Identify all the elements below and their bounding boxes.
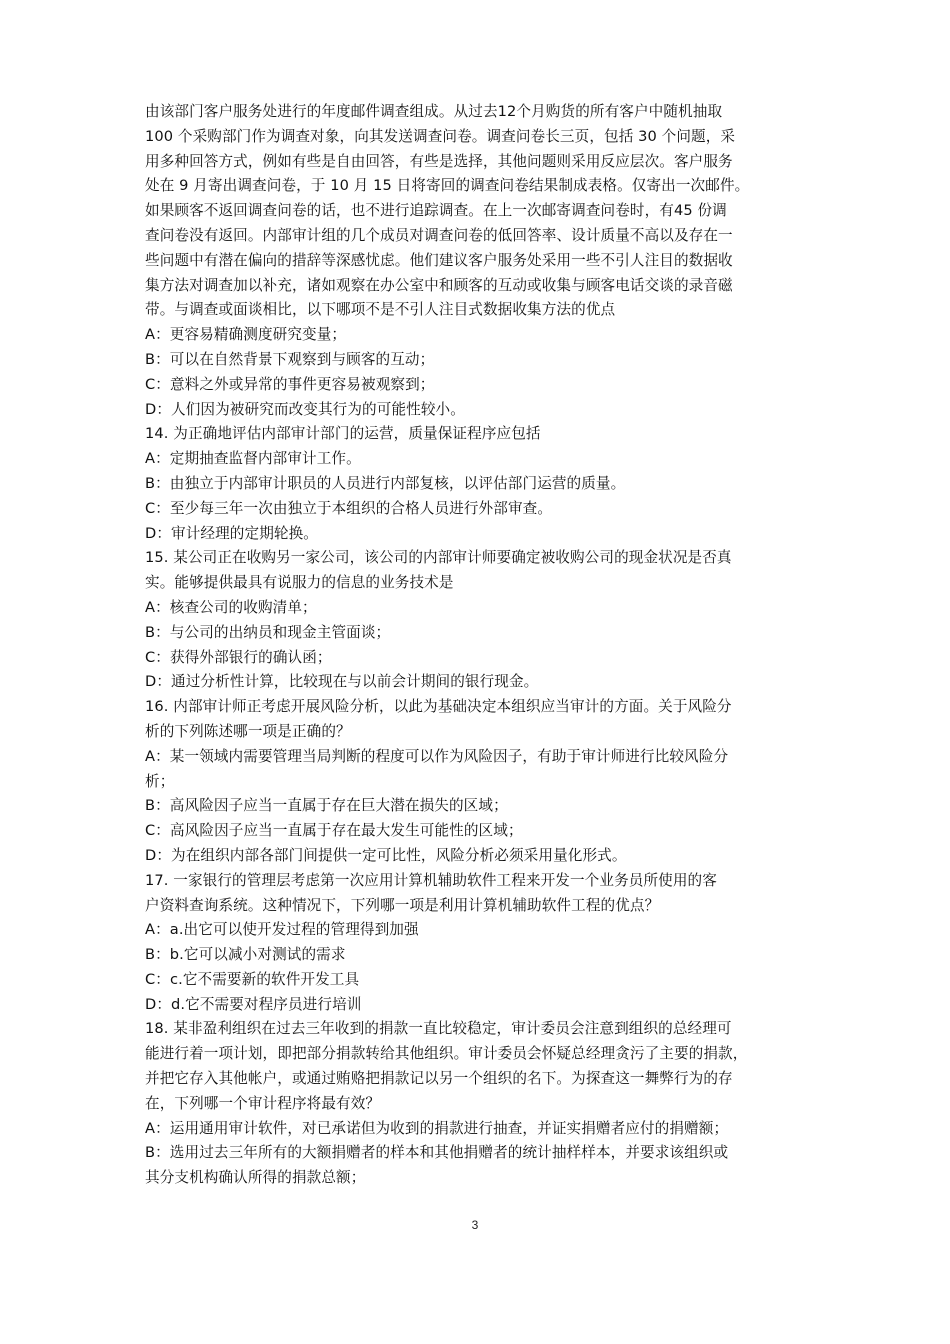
option-c: C：c.它不需要新的软件开发工具 [145,970,360,988]
question-16: 16. 内部审计师正考虑开展风险分析，以此为基础决定本组织应当审计的方面。关于风险分 [145,698,732,716]
option-d: D：通过分析性计算，比较现在与以前会计期间的银行现金。 [145,673,539,691]
option-a: A：某一领域内需要管理当局判断的程度可以作为风险因子，有助于审计师进行比较风险分 [145,747,729,765]
option-b: B：可以在自然背景下观察到与顾客的互动； [145,350,435,368]
option-c: C：至少每三年一次由独立于本组织的合格人员进行外部审查。 [145,499,553,517]
text-line: 析的下列陈述哪一项是正确的？ [145,722,351,740]
text-line: 查问卷没有返回。内部审计组的几个成员对调查问卷的低回答率、设计质量不高以及存在一 [145,226,733,244]
option-b: B：b.它可以减小对测试的需求 [145,946,346,964]
option-b: B：由独立于内部审计职员的人员进行内部复核，以评估部门运营的质量。 [145,474,626,492]
question-18: 18. 某非盈利组织在过去三年收到的捐款一直比较稳定，审计委员会注意到组织的总经理可 [145,1020,732,1038]
option-b: B：选用过去三年所有的大额捐赠者的样本和其他捐赠者的统计抽样样本，并要求该组织或 [145,1144,729,1162]
question-14: 14. 为正确地评估内部审计部门的运营，质量保证程序应包括 [145,425,541,443]
page-number: 3 [471,1218,479,1232]
question-stem: 带。与调查或面谈相比，以下哪项不是不引人注目式数据收集方法的优点 [145,301,616,319]
text-line: 用多种回答方式，例如有些是自由回答，有些是选择，其他问题则采用反应层次。客户服务 [145,152,733,170]
text-line: 些问题中有潜在偏向的措辞等深感忧虑。他们建议客户服务处采用一些不引人注目的数据收 [145,251,733,269]
text-line: 其分支机构确认所得的捐款总额； [145,1169,366,1187]
text-line: 户资料查询系统。这种情况下，下列哪一项是利用计算机辅助软件工程的优点？ [145,896,660,914]
option-d: D：为在组织内部各部门间提供一定可比性，风险分析必须采用量化形式。 [145,846,627,864]
text-line: 处在 9 月寄出调查问卷，于 10 月 15 日将寄回的调查问卷结果制成表格。仅寄出一次邮件。 [145,177,750,195]
text-line: 并把它存入其他帐户，或通过贿赂把捐款记以另一个组织的名下。为探查这一舞弊行为的存 [145,1070,733,1088]
text-line: 实。能够提供最具有说服力的信息的业务技术是 [145,574,454,592]
option-a: A：定期抽查监督内部审计工作。 [145,450,361,468]
option-c: C：意料之外或异常的事件更容易被观察到； [145,375,435,393]
option-a: A：a.出它可以使开发过程的管理得到加强 [145,921,419,939]
option-d: D：人们因为被研究而改变其行为的可能性较小。 [145,400,465,418]
option-b: B：高风险因子应当一直属于存在巨大潜在损失的区域； [145,797,508,815]
option-c: C：高风险因子应当一直属于存在最大发生可能性的区域； [145,822,523,840]
text-line: 集方法对调查加以补充，诸如观察在办公室中和顾客的互动或收集与顾客电话交谈的录音磁 [145,276,733,294]
text-line: 能进行着一项计划，即把部分捐款转给其他组织。审计委员会怀疑总经理贪污了主要的捐款， [145,1045,748,1063]
option-a: A：更容易精确测度研究变量； [145,326,347,344]
text-line: 析； [145,772,175,790]
option-d: D：审计经理的定期轮换。 [145,524,318,542]
option-a: A：运用通用审计软件，对已承诺但为收到的捐款进行抽查，并证实捐赠者应付的捐赠额； [145,1119,729,1137]
option-c: C：获得外部银行的确认函； [145,648,332,666]
option-d: D：d.它不需要对程序员进行培训 [145,995,362,1013]
text-line: 如果顾客不返回调查问卷的话，也不进行追踪调查。在上一次邮寄调查问卷时，有45 份调 [145,202,727,220]
option-a: A：核查公司的收购清单； [145,598,317,616]
document-body [145,100,815,1191]
text-line: 100 个采购部门作为调查对象，向其发送调查问卷。调查问卷长三页，包括 30 个问题，采 [145,127,736,145]
text-line: 由该部门客户服务处进行的年度邮件调查组成。从过去12个月购货的所有客户中随机抽取 [145,103,723,120]
question-17: 17. 一家银行的管理层考虑第一次应用计算机辅助软件工程来开发一个业务员所使用的客 [145,871,717,889]
option-b: B：与公司的出纳员和现金主管面谈； [145,623,391,641]
question-15: 15. 某公司正在收购另一家公司，该公司的内部审计师要确定被收购公司的现金状况是否真 [145,549,732,567]
text-line: 在，下列哪一个审计程序将最有效？ [145,1094,381,1112]
